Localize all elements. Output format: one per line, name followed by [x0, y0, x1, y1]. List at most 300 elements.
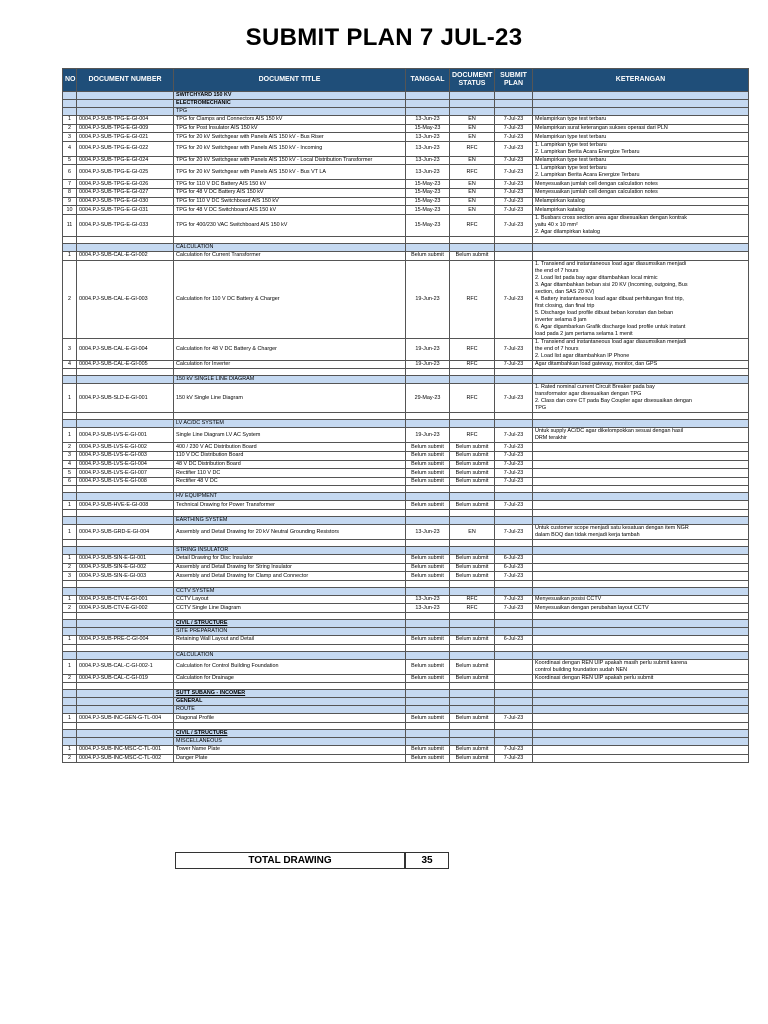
table-row: [63, 180, 749, 189]
cell-submit-plan: 7-Jul-23: [495, 338, 533, 360]
cell-no: 4: [63, 460, 77, 469]
spacer-row: [63, 236, 749, 243]
band-cell: [495, 651, 533, 659]
section-title: SITE PREPARATION: [174, 628, 406, 636]
cell-doc-number: 0004.PJ-SUB-CAL-E-GI-004: [77, 338, 174, 360]
section-title: EARTHING SYSTEM: [174, 517, 406, 525]
cell-status: EN: [450, 116, 495, 125]
cell-submit-plan: [495, 659, 533, 674]
spacer-cell: [450, 644, 495, 651]
spacer-cell: [174, 580, 406, 587]
section-title: STRING INSULATOR: [174, 547, 406, 555]
cell-submit-plan: 7-Jul-23: [495, 595, 533, 604]
spacer-cell: [406, 613, 450, 620]
cell-doc-number: 0004.PJ-SUB-INC-GEN-G-TL-004: [77, 714, 174, 723]
cell-submit-plan: 7-Jul-23: [495, 501, 533, 510]
cell-keterangan: [533, 384, 749, 413]
keterangan-line: Melampirkan type test terbaru: [535, 133, 607, 140]
col-keterangan-header: KETERANGAN: [533, 69, 749, 92]
cell-status: Belum submit: [450, 659, 495, 674]
table-row: [63, 714, 749, 723]
cell-no: 3: [63, 452, 77, 461]
cell-status: Belum submit: [450, 746, 495, 755]
cell-doc-title: CCTV Layout: [174, 595, 406, 604]
spacer-cell: [450, 510, 495, 517]
spacer-cell: [77, 413, 174, 420]
cell-tanggal: 13-Jun-23: [406, 133, 450, 142]
spacer-cell: [174, 613, 406, 620]
spacer-cell: [450, 722, 495, 729]
cell-status: RFC: [450, 595, 495, 604]
spacer-cell: [450, 540, 495, 547]
spacer-cell: [495, 486, 533, 493]
keterangan-line: 1. Rated nominal current Circuit Breaker pada bay: [535, 384, 655, 391]
band-cell: [533, 243, 749, 251]
band-cell: [77, 651, 174, 659]
spacer-cell: [63, 236, 77, 243]
keterangan-line: 2. Agar dilampirkan katalog: [535, 228, 601, 235]
table-header-row: [63, 69, 749, 92]
cell-keterangan: [533, 197, 749, 206]
table-row: [63, 604, 749, 613]
spacer-cell: [174, 486, 406, 493]
spacer-row: [63, 510, 749, 517]
spacer-cell: [63, 510, 77, 517]
band-cell: [495, 587, 533, 595]
cell-doc-title: TPG for Clamps and Connectors AIS 150 kV: [174, 116, 406, 125]
band-cell: [495, 243, 533, 251]
cell-status: RFC: [450, 214, 495, 236]
cell-tanggal: Belum submit: [406, 563, 450, 572]
section-band-row: [63, 493, 749, 501]
band-cell: [63, 100, 77, 108]
spacer-cell: [174, 413, 406, 420]
spacer-cell: [63, 683, 77, 690]
cell-tanggal: 29-May-23: [406, 384, 450, 413]
cell-submit-plan: 7-Jul-23: [495, 443, 533, 452]
spacer-cell: [450, 613, 495, 620]
cell-doc-title: TPG for 110 V DC Battery AIS 150 kV: [174, 180, 406, 189]
band-cell: [77, 587, 174, 595]
spacer-row: [63, 486, 749, 493]
table-row: [63, 141, 749, 156]
table-row: [63, 636, 749, 645]
cell-keterangan: [533, 156, 749, 165]
cell-submit-plan: 7-Jul-23: [495, 214, 533, 236]
keterangan-line: 2. Load list agar ditambahkan IP Phone: [535, 352, 630, 359]
band-cell: [495, 376, 533, 384]
cell-status: Belum submit: [450, 754, 495, 763]
table-row: [63, 428, 749, 443]
band-cell: [63, 493, 77, 501]
cell-status: Belum submit: [450, 555, 495, 564]
cell-tanggal: Belum submit: [406, 636, 450, 645]
cell-no: 4: [63, 360, 77, 369]
cell-tanggal: 13-Jun-23: [406, 156, 450, 165]
table-row: [63, 746, 749, 755]
cell-submit-plan: 6-Jul-23: [495, 563, 533, 572]
keterangan-line: section, dan SAS 20 KV): [535, 288, 595, 295]
table-row: [63, 360, 749, 369]
cell-doc-number: 0004.PJ-SUB-TPG-E-GI-031: [77, 206, 174, 215]
cell-tanggal: Belum submit: [406, 477, 450, 486]
keterangan-line: the end of 7 hours: [535, 345, 579, 352]
band-cell: [495, 547, 533, 555]
section-band-row: [63, 651, 749, 659]
cell-keterangan: [533, 189, 749, 198]
cell-status: Belum submit: [450, 469, 495, 478]
table-row: [63, 659, 749, 674]
spacer-cell: [406, 486, 450, 493]
cell-keterangan: [533, 124, 749, 133]
band-cell: [406, 100, 450, 108]
table-row: [63, 595, 749, 604]
cell-status: RFC: [450, 260, 495, 338]
cell-submit-plan: 7-Jul-23: [495, 525, 533, 540]
band-cell: [77, 376, 174, 384]
cell-no: 1: [63, 116, 77, 125]
cell-doc-title: CCTV Single Line Diagram: [174, 604, 406, 613]
band-cell: [63, 547, 77, 555]
cell-status: RFC: [450, 384, 495, 413]
band-cell: [533, 698, 749, 706]
band-cell: [63, 108, 77, 116]
band-cell: [495, 738, 533, 746]
cell-keterangan: [533, 714, 749, 723]
cell-no: 9: [63, 197, 77, 206]
band-cell: [406, 698, 450, 706]
cell-no: 5: [63, 156, 77, 165]
cell-tanggal: 13-Jun-23: [406, 525, 450, 540]
keterangan-line: the end of 7 hours: [535, 267, 579, 274]
cell-doc-number: 0004.PJ-SUB-LVS-E-GI-008: [77, 477, 174, 486]
band-cell: [63, 729, 77, 737]
band-cell: [77, 698, 174, 706]
spacer-cell: [495, 369, 533, 376]
spacer-cell: [495, 510, 533, 517]
table-row: [63, 674, 749, 683]
cell-submit-plan: 6-Jul-23: [495, 555, 533, 564]
band-cell: [533, 690, 749, 698]
cell-doc-title: Retaining Wall Layout and Detail: [174, 636, 406, 645]
cell-no: 1: [63, 555, 77, 564]
spacer-row: [63, 613, 749, 620]
cell-submit-plan: 7-Jul-23: [495, 384, 533, 413]
keterangan-line: dalam BOQ dan tidak menjadi kerja tambah: [535, 532, 640, 539]
cell-no: 10: [63, 206, 77, 215]
keterangan-line: 1. Busbars cross section area agar disesuaikan dengan kontrak: [535, 214, 687, 221]
cell-keterangan: [533, 595, 749, 604]
table-row: [63, 156, 749, 165]
band-cell: [406, 376, 450, 384]
spacer-cell: [533, 683, 749, 690]
cell-status: RFC: [450, 141, 495, 156]
cell-submit-plan: 7-Jul-23: [495, 116, 533, 125]
keterangan-line: Agar ditambahkan load gateway, monitor, dan GPS: [535, 361, 658, 368]
spacer-cell: [174, 722, 406, 729]
cell-status: EN: [450, 156, 495, 165]
band-cell: [63, 243, 77, 251]
band-cell: [63, 690, 77, 698]
total-value: 35: [405, 852, 449, 869]
section-title: TPG: [174, 108, 406, 116]
section-band-row: [63, 517, 749, 525]
cell-tanggal: Belum submit: [406, 443, 450, 452]
band-cell: [495, 517, 533, 525]
cell-doc-title: Calculation for 48 V DC Battery & Charger: [174, 338, 406, 360]
section-band-row: [63, 620, 749, 628]
section-title: ELECTROMECHANIC: [174, 100, 406, 108]
cell-tanggal: Belum submit: [406, 674, 450, 683]
keterangan-line: Melampirkan type test terbaru: [535, 157, 607, 164]
cell-submit-plan: 7-Jul-23: [495, 469, 533, 478]
section-title: HV EQUIPMENT: [174, 493, 406, 501]
spacer-cell: [63, 580, 77, 587]
keterangan-line: 2. Class dan core CT pada Bay Coupler agar disesuaikan dengan: [535, 398, 692, 405]
table-row: [63, 469, 749, 478]
band-cell: [406, 651, 450, 659]
cell-keterangan: [533, 469, 749, 478]
cell-doc-title: 150 kV Single Line Diagram: [174, 384, 406, 413]
cell-doc-number: 0004.PJ-SUB-CTV-E-GI-001: [77, 595, 174, 604]
section-title: SUTT SUBANG - INCOMER: [174, 690, 406, 698]
spacer-cell: [406, 510, 450, 517]
cell-doc-title: Assembly and Detail Drawing for String Insulator: [174, 563, 406, 572]
cell-doc-title: 48 V DC Distribution Board: [174, 460, 406, 469]
cell-submit-plan: [495, 251, 533, 260]
cell-no: 1: [63, 746, 77, 755]
section-title: GENERAL: [174, 698, 406, 706]
cell-keterangan: [533, 133, 749, 142]
cell-doc-number: 0004.PJ-SUB-LVS-E-GI-003: [77, 452, 174, 461]
cell-status: Belum submit: [450, 443, 495, 452]
spacer-cell: [63, 369, 77, 376]
cell-tanggal: Belum submit: [406, 714, 450, 723]
table-row: [63, 501, 749, 510]
cell-submit-plan: 7-Jul-23: [495, 360, 533, 369]
band-cell: [406, 738, 450, 746]
cell-submit-plan: 7-Jul-23: [495, 133, 533, 142]
cell-tanggal: 13-Jun-23: [406, 116, 450, 125]
band-cell: [533, 706, 749, 714]
cell-keterangan: [533, 460, 749, 469]
spacer-cell: [174, 683, 406, 690]
keterangan-line: Menyesuaikan jumlah cell dengan calculation notes: [535, 180, 658, 187]
band-cell: [450, 729, 495, 737]
keterangan-line: TPG: [535, 405, 547, 412]
table-row: [63, 260, 749, 338]
table-row: [63, 206, 749, 215]
cell-keterangan: [533, 659, 749, 674]
cell-doc-number: 0004.PJ-SUB-TPG-E-GI-024: [77, 156, 174, 165]
spacer-cell: [450, 236, 495, 243]
cell-submit-plan: 7-Jul-23: [495, 141, 533, 156]
cell-no: 1: [63, 501, 77, 510]
spacer-cell: [533, 236, 749, 243]
cell-tanggal: 15-May-23: [406, 180, 450, 189]
cell-tanggal: 13-Jun-23: [406, 141, 450, 156]
band-cell: [450, 493, 495, 501]
cell-doc-number: 0004.PJ-SUB-GRD-E-GI-004: [77, 525, 174, 540]
band-cell: [77, 706, 174, 714]
spacer-cell: [406, 540, 450, 547]
cell-submit-plan: 7-Jul-23: [495, 165, 533, 180]
band-cell: [63, 698, 77, 706]
cell-no: 3: [63, 338, 77, 360]
cell-no: 2: [63, 124, 77, 133]
band-cell: [406, 547, 450, 555]
keterangan-line: control building foundation sudah NEN: [535, 666, 628, 673]
cell-doc-number: 0004.PJ-SUB-INC-MSC-C-TL-002: [77, 754, 174, 763]
cell-doc-number: 0004.PJ-SUB-CAL-E-GI-002: [77, 251, 174, 260]
band-cell: [533, 620, 749, 628]
section-band-row: [63, 108, 749, 116]
col-tanggal-header: TANGGAL: [406, 69, 450, 92]
band-cell: [495, 108, 533, 116]
cell-no: 2: [63, 754, 77, 763]
cell-no: 2: [63, 674, 77, 683]
cell-doc-number: 0004.PJ-SUB-CAL-C-GI-019: [77, 674, 174, 683]
band-cell: [406, 243, 450, 251]
band-cell: [450, 587, 495, 595]
spacer-row: [63, 369, 749, 376]
band-cell: [495, 690, 533, 698]
cell-keterangan: [533, 563, 749, 572]
cell-no: 2: [63, 443, 77, 452]
band-cell: [450, 620, 495, 628]
cell-no: 1: [63, 428, 77, 443]
cell-doc-title: Rectifier 48 V DC: [174, 477, 406, 486]
keterangan-line: 5. Discharge load profile dibuat beban konstan dan beban: [535, 309, 674, 316]
keterangan-line: Menyesuaikan dengan perubahan layout CCTV: [535, 604, 649, 611]
cell-submit-plan: 7-Jul-23: [495, 180, 533, 189]
band-cell: [406, 628, 450, 636]
keterangan-line: 2. Lampirkan Berita Acara Energize Terbaru: [535, 148, 640, 155]
band-cell: [406, 729, 450, 737]
table-row: [63, 197, 749, 206]
cell-submit-plan: [495, 674, 533, 683]
cell-tanggal: 15-May-23: [406, 197, 450, 206]
cell-doc-title: Calculation for Drainage: [174, 674, 406, 683]
cell-doc-title: Danger Plate: [174, 754, 406, 763]
band-cell: [77, 628, 174, 636]
band-cell: [406, 493, 450, 501]
cell-doc-number: 0004.PJ-SUB-CAL-E-GI-003: [77, 260, 174, 338]
band-cell: [495, 698, 533, 706]
cell-doc-number: 0004.PJ-SUB-TPG-E-GI-021: [77, 133, 174, 142]
spacer-cell: [495, 580, 533, 587]
keterangan-line: yaitu 40 x 10 mm²: [535, 221, 578, 228]
section-band-row: [63, 420, 749, 428]
band-cell: [63, 92, 77, 100]
cell-no: 7: [63, 180, 77, 189]
cell-doc-number: 0004.PJ-SUB-LVS-E-GI-007: [77, 469, 174, 478]
cell-doc-number: 0004.PJ-SUB-TPG-E-GI-022: [77, 141, 174, 156]
spacer-cell: [533, 369, 749, 376]
spacer-cell: [495, 644, 533, 651]
cell-no: 3: [63, 133, 77, 142]
spacer-cell: [533, 486, 749, 493]
band-cell: [495, 100, 533, 108]
cell-status: EN: [450, 133, 495, 142]
band-cell: [533, 517, 749, 525]
keterangan-line: Melampirkan katalog: [535, 206, 585, 213]
section-band-row: [63, 729, 749, 737]
cell-status: EN: [450, 197, 495, 206]
cell-doc-number: 0004.PJ-SUB-SIN-E-GI-001: [77, 555, 174, 564]
band-cell: [406, 690, 450, 698]
spacer-cell: [77, 236, 174, 243]
cell-status: EN: [450, 180, 495, 189]
cell-keterangan: [533, 452, 749, 461]
cell-tanggal: Belum submit: [406, 572, 450, 581]
section-title: CIVIL / STRUCTURE: [174, 729, 406, 737]
keterangan-line: inverter selama 8 jam: [535, 316, 587, 323]
table-row: [63, 555, 749, 564]
cell-doc-number: 0004.PJ-SUB-TPG-E-GI-030: [77, 197, 174, 206]
col-no-header: NO: [63, 69, 77, 92]
cell-no: 2: [63, 260, 77, 338]
table-row: [63, 189, 749, 198]
cell-doc-title: TPG for 20 kV Switchgear with Panels AIS 150 kV - Incoming: [174, 141, 406, 156]
spacer-cell: [63, 486, 77, 493]
band-cell: [495, 620, 533, 628]
cell-status: EN: [450, 206, 495, 215]
spacer-row: [63, 644, 749, 651]
table-row: [63, 452, 749, 461]
band-cell: [533, 376, 749, 384]
keterangan-line: Untuk customer scope menjadi satu kesatuan dengan item NGR: [535, 525, 689, 532]
col-submit-plan-header: SUBMIT PLAN: [495, 69, 533, 92]
band-cell: [450, 92, 495, 100]
spacer-cell: [495, 413, 533, 420]
spacer-cell: [77, 540, 174, 547]
cell-keterangan: [533, 428, 749, 443]
keterangan-line: Menyesuaikan jumlah cell dengan calculation notes: [535, 189, 658, 196]
band-cell: [63, 628, 77, 636]
table-row: [63, 251, 749, 260]
cell-doc-number: 0004.PJ-SUB-SIN-E-GI-003: [77, 572, 174, 581]
cell-submit-plan: 7-Jul-23: [495, 460, 533, 469]
cell-status: Belum submit: [450, 572, 495, 581]
section-band-row: [63, 587, 749, 595]
cell-no: 1: [63, 595, 77, 604]
cell-submit-plan: 7-Jul-23: [495, 189, 533, 198]
keterangan-line: Untuk supply AC/DC agar dikelompokkan sesuai dengan hasil: [535, 428, 684, 435]
band-cell: [450, 108, 495, 116]
spacer-cell: [495, 722, 533, 729]
band-cell: [77, 738, 174, 746]
section-band-row: [63, 547, 749, 555]
cell-tanggal: 15-May-23: [406, 206, 450, 215]
table-row: [63, 477, 749, 486]
band-cell: [77, 243, 174, 251]
spacer-cell: [63, 540, 77, 547]
spacer-cell: [63, 722, 77, 729]
cell-doc-title: Assembly and Detail Drawing for 20 kV Neutral Grounding Resistors: [174, 525, 406, 540]
section-title: ROUTE: [174, 706, 406, 714]
section-title: CCTV SYSTEM: [174, 587, 406, 595]
cell-submit-plan: 7-Jul-23: [495, 156, 533, 165]
cell-doc-title: Calculation for Control Building Foundation: [174, 659, 406, 674]
cell-submit-plan: 7-Jul-23: [495, 206, 533, 215]
section-title: 150 kV SINGLE LINE DIAGRAM: [174, 376, 406, 384]
cell-doc-number: 0004.PJ-SUB-SLD-E-GI-001: [77, 384, 174, 413]
band-cell: [450, 100, 495, 108]
spacer-cell: [174, 510, 406, 517]
band-cell: [533, 420, 749, 428]
band-cell: [450, 651, 495, 659]
